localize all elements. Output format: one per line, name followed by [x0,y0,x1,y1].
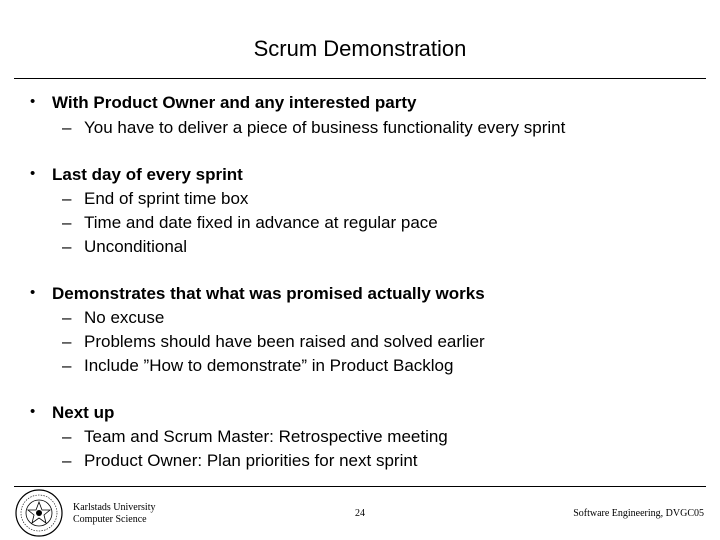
sub-dash: – [62,213,72,232]
department-line: Computer Science [73,514,147,525]
bullet-text: Next up [52,403,115,422]
sub-text: Product Owner: Plan priorities for next sprint [84,451,418,470]
page-number: 24 [355,508,365,519]
bullet-dot: • [30,284,36,301]
slide-title: Scrum Demonstration [253,36,467,61]
sub-dash: – [62,451,72,470]
sub-text: Unconditional [84,237,188,256]
sub-text: Time and date fixed in advance at regular pace [84,213,438,232]
sub-item [62,332,485,352]
bullet-text: Last day of every sprint [52,165,243,184]
sub-dash: – [62,189,72,208]
bullet-text: Demonstrates that what was promised actually works [52,284,485,303]
university-line: Karlstads University [73,502,156,513]
sub-item [62,213,438,233]
sub-item [62,237,187,257]
university-seal-icon [14,488,64,538]
sub-text: Problems should have been raised and solved earlier [84,332,485,351]
sub-dash: – [62,118,72,137]
title-divider [14,78,706,79]
bullet-dot: • [30,93,36,110]
sub-item [62,356,453,376]
sub-text: Team and Scrum Master: Retrospective meeting [84,427,448,446]
sub-item [62,427,448,447]
sub-item [62,308,164,328]
sub-dash: – [62,356,72,375]
sub-item [62,189,248,209]
bullet-dot: • [30,403,36,420]
sub-dash: – [62,308,72,327]
bullet-dot: • [30,165,36,182]
sub-dash: – [62,427,72,446]
sub-text: End of sprint time box [84,189,249,208]
bullet-text: With Product Owner and any interested party [52,93,417,112]
footer-divider [14,486,706,487]
sub-text: You have to deliver a piece of business functionality every sprint [84,118,566,137]
sub-item [62,118,565,138]
sub-dash: – [62,237,72,256]
sub-text: No excuse [84,308,165,327]
sub-dash: – [62,332,72,351]
sub-text: Include ”How to demonstrate” in Product Backlog [84,356,454,375]
sub-item [62,451,418,471]
university-name [73,502,156,526]
course-label: Software Engineering, DVGC05 [573,508,704,519]
